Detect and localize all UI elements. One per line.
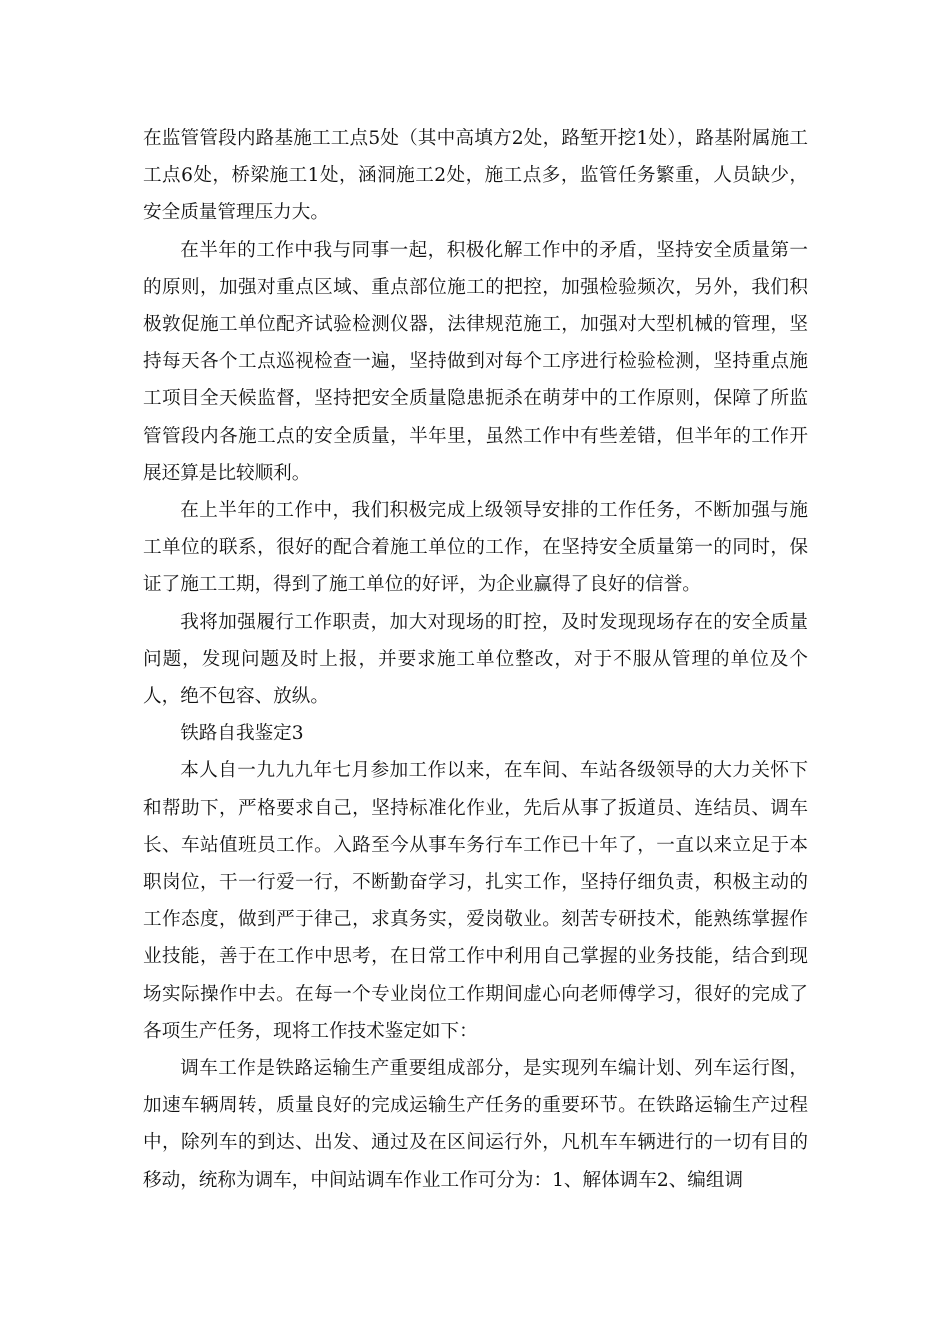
section-title: 铁路自我鉴定3: [180, 723, 304, 745]
paragraph-self-introduction: 本人自一九九九年七月参加工作以来，在车间、车站各级领导的大力关怀下和帮助下，严格要求自己，坚持标准化作业，先后从事了扳道员、连结员、调车长、车站值班员工作。入路至今从事车务行车工作已十年了，一直以来立足于本职岗位，干一行爱一行，不断勤奋学习，扎实工作，坚持仔细负责，积极主动的工作态度，做到严于律己，求真务实，爱岗敬业。刻苦专研技术，能熟练掌握作业技能，善于在工作中思考，在日常工作中利用自己掌握的业务技能，结合到现场实际操作中去。在每一个专业岗位工作期间虚心向老师傅学习，很好的完成了各项生产任务，现将工作技术鉴定如下：: [143, 760, 808, 1042]
paragraph-construction-points: 在监管管段内路基施工工点5处（其中高填方2处，路堑开挖1处），路基附属施工工点6处，桥梁施工1处，涵洞施工2处，施工点多，监管任务繁重，人员缺少，安全质量管理压力大。: [143, 128, 808, 224]
paragraph-first-half-tasks: 在上半年的工作中，我们积极完成上级领导安排的工作任务，不断加强与施工单位的联系，很好的配合着施工单位的工作，在坚持安全质量第一的同时，保证了施工工期，得到了施工单位的好评，为企业赢得了良好的信誉。: [143, 500, 808, 596]
paragraph-future-duties: 我将加强履行工作职责，加大对现场的盯控，及时发现现场存在的安全质量问题，发现问题及时上报，并要求施工单位整改，对于不服从管理的单位及个人，绝不包容、放纵。: [143, 611, 808, 708]
paragraph-half-year-work: 在半年的工作中我与同事一起，积极化解工作中的矛盾，坚持安全质量第一的原则，加强对重点区域、重点部位施工的把控，加强检验频次，另外，我们积极敦促施工单位配齐试验检测仪器，法律规范施工，加强对大型机械的管理，坚持每天各个工点巡视检查一遍，坚持做到对每个工序进行检验检测，坚持重点施工项目全天候监督，坚持把安全质量隐患扼杀在萌芽中的工作原则，保障了所监管管段内各施工点的安全质量，半年里，虽然工作中有些差错，但半年的工作开展还算是比较顺利。: [143, 239, 808, 484]
document-page: [143, 120, 808, 1199]
paragraph-shunting-work: 调车工作是铁路运输生产重要组成部分，是实现列车编计划、列车运行图，加速车辆周转，质量良好的完成运输生产任务的重要环节。在铁路运输生产过程中，除列车的到达、出发、通过及在区间运行外，凡机车车辆进行的一切有目的移动，统称为调车，中间站调车作业工作可分为：1、解体调车2、编组调: [143, 1058, 808, 1191]
